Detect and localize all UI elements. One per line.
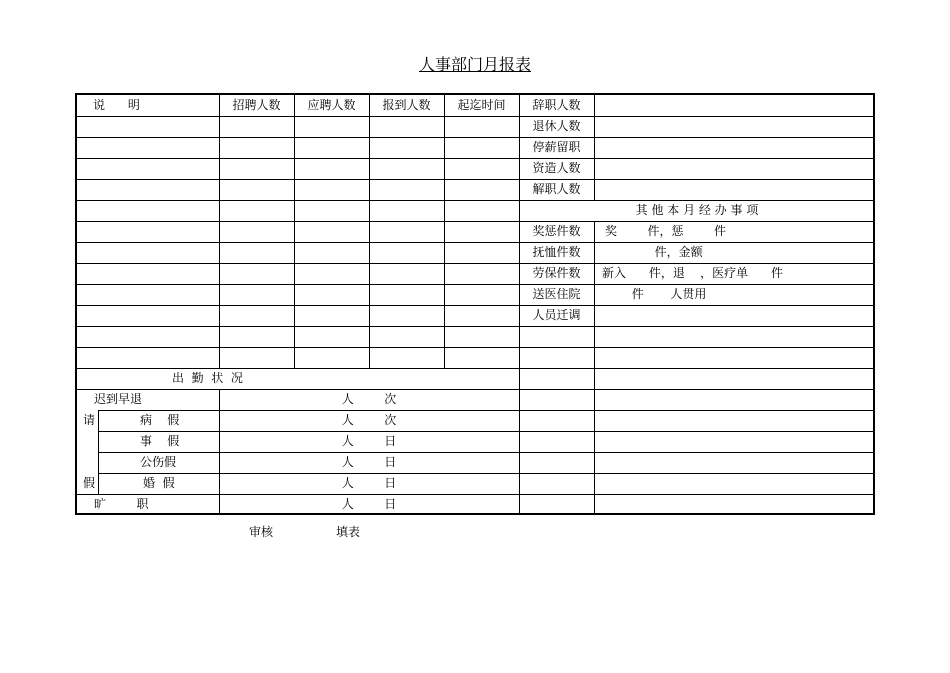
injury-leave-unit: 人 日	[341, 455, 397, 469]
reward-label: 奖惩件数	[532, 224, 581, 238]
leave-char-bottom: 假	[83, 476, 96, 490]
leave-char-top: 请	[83, 413, 96, 427]
sick-leave-unit: 人 次	[341, 413, 397, 427]
labor-insurance-label: 劳保件数	[532, 266, 581, 280]
page-title: 人事部门月报表	[418, 55, 531, 74]
retire-count-label: 退休人数	[532, 119, 581, 133]
injury-leave-label: 公伤假	[140, 455, 177, 469]
other-matters-header: 其 他 本 月 经 办 事 项	[635, 203, 759, 217]
labor-insurance-value: 新入 件，退 ，医疗单 件	[602, 266, 784, 280]
header-description: 说 明	[93, 98, 140, 112]
attendance-header: 出 勤 状 况	[172, 371, 243, 385]
header-reported: 报到人数	[382, 98, 431, 112]
absent-unit: 人 日	[341, 497, 397, 511]
transfer-label: 人员迁调	[532, 308, 581, 322]
personal-leave-label: 事 假	[140, 434, 180, 448]
late-unit: 人 次	[341, 392, 397, 406]
personal-leave-unit: 人 日	[341, 434, 397, 448]
unpaid-leave-label: 停薪留职	[532, 140, 581, 154]
resign-count-label: 辞职人数	[532, 98, 581, 112]
sick-leave-label: 病 假	[140, 413, 180, 427]
header-applied: 应聘人数	[307, 98, 356, 112]
marriage-leave-unit: 人 日	[341, 476, 397, 490]
report-table	[75, 93, 875, 515]
marriage-leave-label: 婚 假	[143, 476, 175, 490]
review-label: 审核	[249, 525, 274, 539]
pension-label: 抚恤件数	[532, 245, 581, 259]
late-label: 迟到早退	[94, 392, 143, 406]
layoff-count-label: 解职人数	[532, 182, 581, 196]
hospital-label: 送医住院	[532, 287, 581, 301]
fill-label: 填表	[336, 525, 361, 539]
reward-value: 奖 件，惩 件	[605, 224, 727, 238]
header-recruit: 招聘人数	[232, 98, 281, 112]
hospital-value: 件 人贯用	[605, 287, 707, 301]
absent-label: 旷 职	[94, 497, 149, 511]
pension-value: 件，金额	[605, 245, 703, 259]
dismiss-pay-label: 资造人数	[532, 161, 581, 175]
header-period: 起迄时间	[457, 98, 506, 112]
